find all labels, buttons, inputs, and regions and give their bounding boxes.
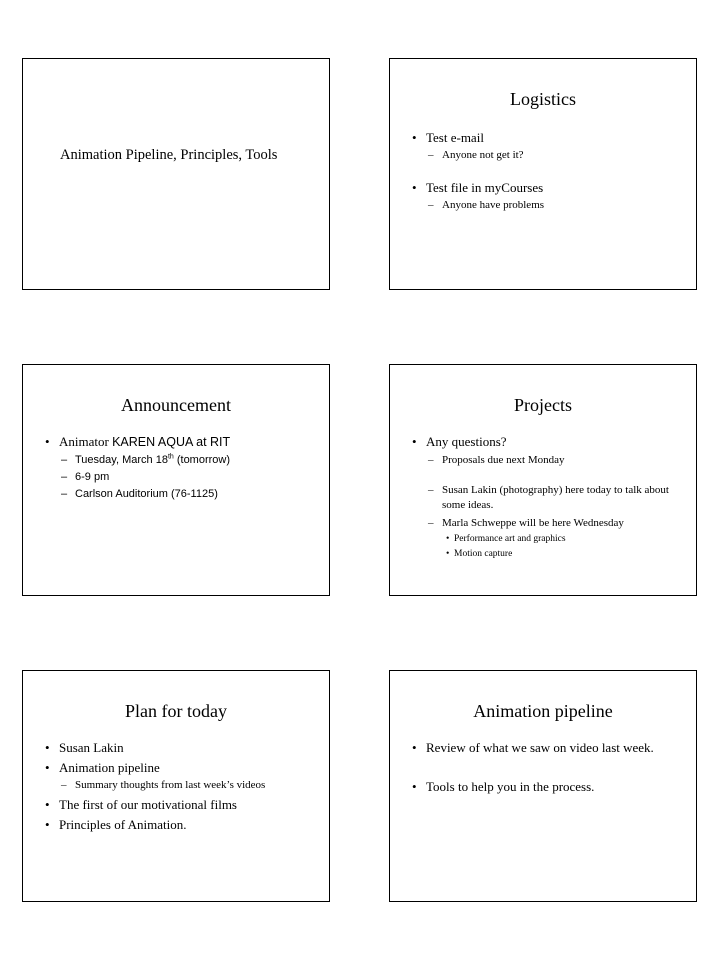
sub-bullet: – Marla Schweppe will be here Wednesday <box>412 516 672 531</box>
sub-bullet: – Summary thoughts from last week’s videos <box>45 778 321 793</box>
sub-bullet: – Anyone have problems <box>412 198 688 213</box>
slide-title: Logistics <box>510 89 576 109</box>
slide-title: Announcement <box>121 395 231 415</box>
bullet: • Animation pipeline <box>45 759 321 776</box>
sub-bullet: – Susan Lakin (photography) here today to talk about some ideas. <box>412 483 672 513</box>
slide-3 <box>22 364 330 596</box>
superscript: th <box>167 453 174 461</box>
sub-bullet: – Proposals due next Monday <box>412 453 672 468</box>
slide-body <box>45 433 321 502</box>
bullet: • The first of our motivational films <box>45 796 321 813</box>
slide-title: Projects <box>514 395 572 415</box>
slide-4 <box>389 364 697 596</box>
bullet-highlight: KAREN AQUA at RIT <box>112 435 231 449</box>
sub-sub-bullet: • Performance art and graphics <box>412 532 672 547</box>
slide-2 <box>389 58 697 290</box>
slide-5 <box>22 670 330 902</box>
slide-6 <box>389 670 697 902</box>
slide-title: Animation pipeline <box>473 701 613 721</box>
sub-bullet: – Anyone not get it? <box>412 148 688 163</box>
sub-bullet: – 6-9 pm <box>45 470 321 485</box>
bullet: • Susan Lakin <box>45 739 321 756</box>
bullet: • Tools to help you in the process. <box>412 778 688 795</box>
slide-body <box>412 739 688 795</box>
bullet <box>45 433 321 451</box>
bullet: • Test file in myCourses <box>412 179 688 196</box>
sub-bullet: – Carlson Auditorium (76-1125) <box>45 487 321 502</box>
slide-body <box>412 129 688 213</box>
slide-body <box>412 433 672 562</box>
bullet: • Principles of Animation. <box>45 816 321 833</box>
bullet: • Review of what we saw on video last week. <box>412 739 688 756</box>
bullet: • Any questions? <box>412 433 672 450</box>
bullet-text: Animator <box>59 434 109 449</box>
slide-title: Plan for today <box>125 701 227 721</box>
slide-1 <box>22 58 330 290</box>
sub-bullet-suffix: (tomorrow) <box>176 454 231 466</box>
sub-bullet-text: Tuesday, March 18 <box>75 454 168 466</box>
sub-bullet <box>45 453 321 468</box>
slide-body <box>45 739 321 833</box>
slide-title: Animation Pipeline, Principles, Tools <box>60 147 278 163</box>
bullet: • Test e-mail <box>412 129 688 146</box>
sub-sub-bullet: • Motion capture <box>412 547 672 562</box>
